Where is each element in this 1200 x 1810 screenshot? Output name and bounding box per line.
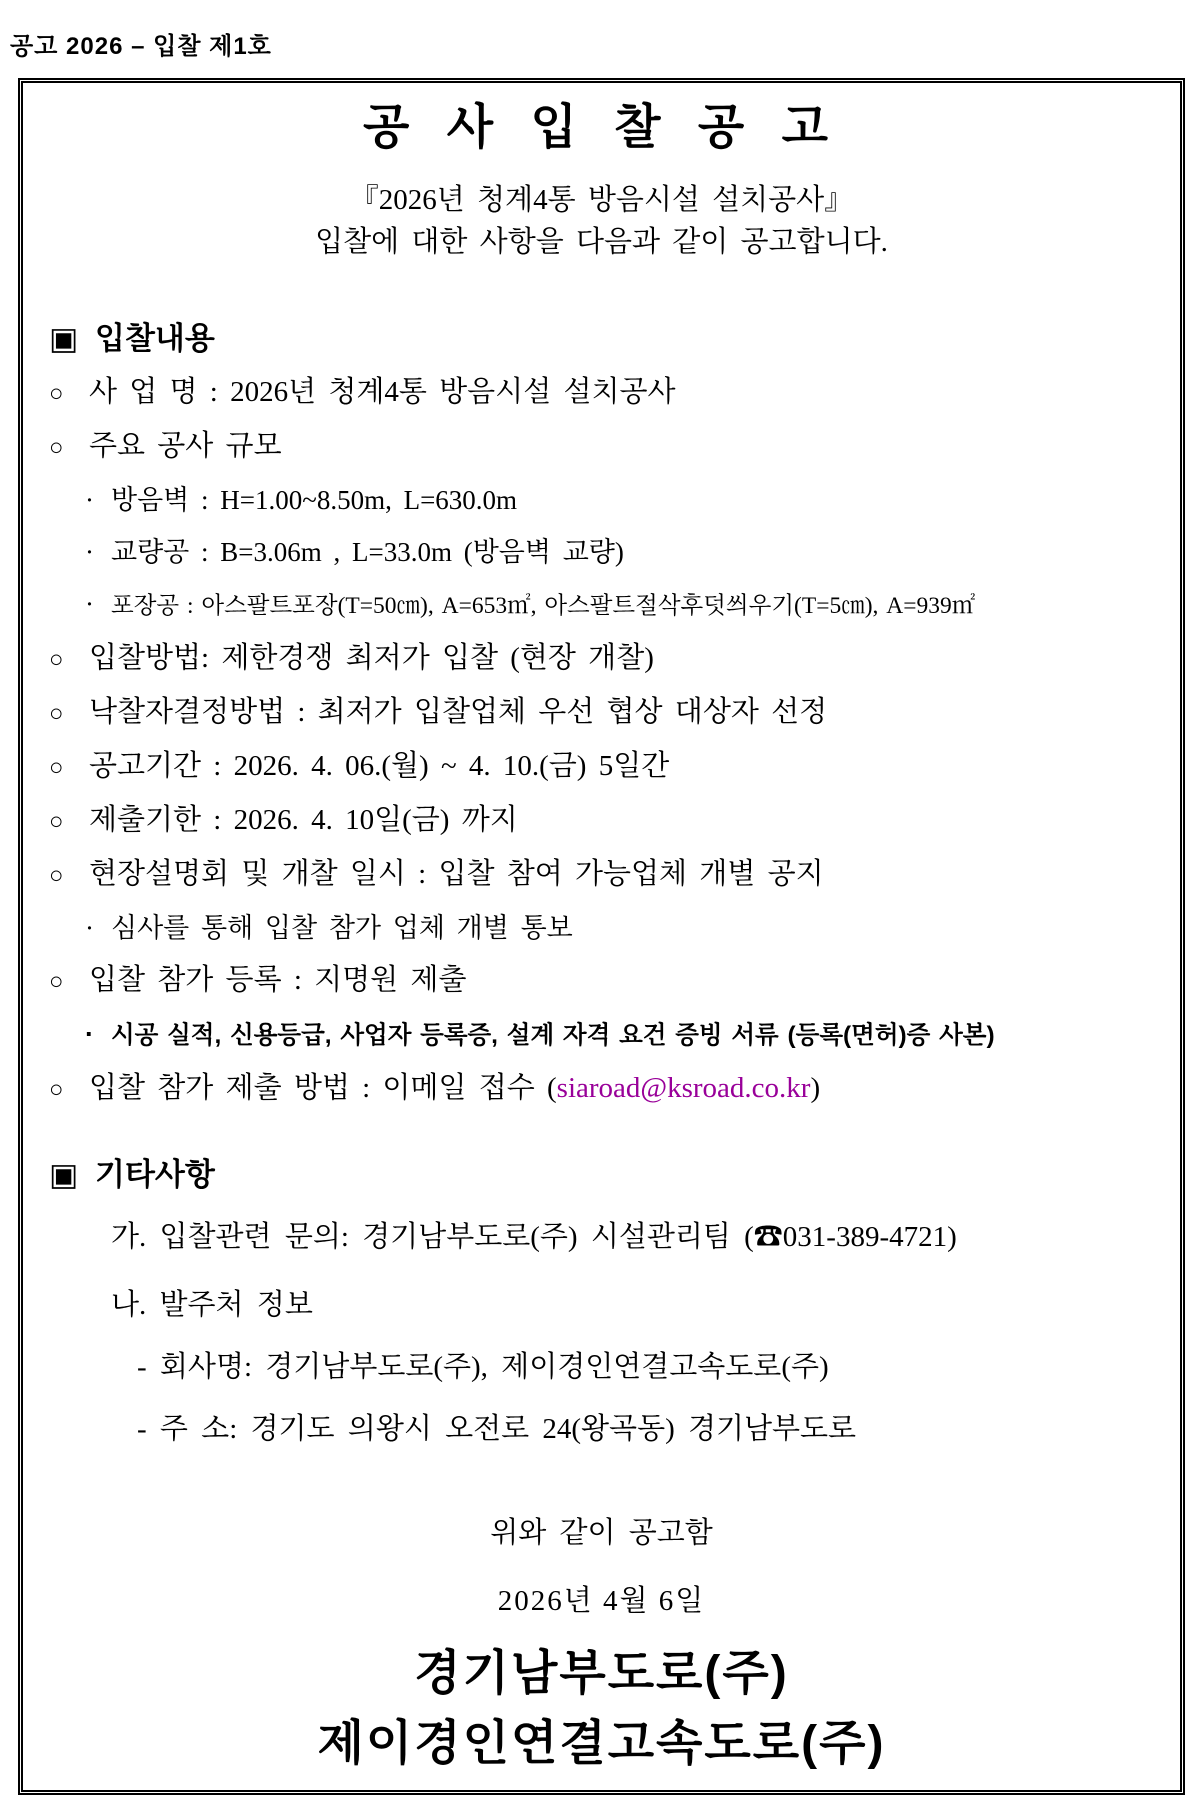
list-item-text: 공고기간 : 2026. 4. 06.(월) ~ 4. 10.(금) 5일간 bbox=[89, 750, 670, 782]
etc-subitem-address bbox=[49, 1409, 1154, 1449]
dot-bullet-icon: · bbox=[85, 589, 94, 619]
announcement-date: 2026년 4월 6일 bbox=[497, 1585, 706, 1617]
circle-bullet-icon: ○ bbox=[49, 1077, 64, 1103]
list-subitem-soundwall bbox=[49, 481, 1154, 519]
subtitle bbox=[49, 179, 1154, 263]
list-item-text: 사 업 명 : 2026년 청계4통 방음시설 설치공사 bbox=[89, 376, 676, 408]
subtitle-line2: 입찰에 대한 사항을 다음과 같이 공고합니다. bbox=[315, 226, 888, 258]
etc-subitem-company bbox=[49, 1347, 1154, 1387]
list-item-registration bbox=[49, 961, 1154, 1001]
closing-statement: 위와 같이 공고함 bbox=[490, 1517, 713, 1549]
circle-bullet-icon: ○ bbox=[49, 755, 64, 781]
list-item-award-method bbox=[49, 693, 1154, 733]
circle-bullet-icon: ○ bbox=[49, 701, 64, 727]
circle-bullet-icon: ○ bbox=[49, 809, 64, 835]
list-item-text: 입찰 참가 등록 : 지명원 제출 bbox=[89, 964, 467, 996]
email-link[interactable]: siaroad@ksroad.co.kr bbox=[556, 1072, 811, 1104]
list-item-bid-method bbox=[49, 639, 1154, 679]
list-subitem-paving bbox=[49, 585, 1154, 625]
doc-number: 공고 2026 – 입찰 제1호 bbox=[10, 33, 272, 60]
circle-bullet-icon: ○ bbox=[49, 381, 64, 407]
issuer-company-1: 경기남부도로(주) bbox=[414, 1647, 789, 1700]
square-bullet-icon: ▣ bbox=[49, 1157, 79, 1192]
dot-bullet-icon: · bbox=[85, 485, 94, 515]
list-subitem-documents bbox=[49, 1015, 1154, 1055]
section-header-etc-label: 기타사항 bbox=[95, 1157, 215, 1192]
list-item-briefing bbox=[49, 855, 1154, 895]
list-item-text: 입찰방법: 제한경쟁 최저가 입찰 (현장 개찰) bbox=[89, 642, 654, 674]
square-bullet-icon: ▣ bbox=[49, 321, 79, 356]
list-item-scope bbox=[49, 427, 1154, 467]
dot-bullet-icon: · bbox=[85, 913, 94, 943]
list-item-text bbox=[89, 1069, 820, 1107]
list-item-text: 방음벽 : H=1.00~8.50m, L=630.0m bbox=[111, 485, 518, 515]
announcement-frame bbox=[18, 78, 1185, 1795]
dot-bullet-icon: · bbox=[85, 1019, 94, 1049]
circle-bullet-icon: ○ bbox=[49, 647, 64, 673]
dash-bullet-icon: - bbox=[137, 1413, 147, 1445]
dot-bullet-icon: · bbox=[85, 537, 94, 567]
list-item-text: 포장공 : 아스팔트포장(T=50㎝), A=653㎡, 아스팔트절삭후덧씌우기(T=5㎝), A=939㎡ bbox=[111, 593, 976, 619]
circle-bullet-icon: ○ bbox=[49, 969, 64, 995]
list-item-text: 시공 실적, 신용등급, 사업자 등록증, 설계 자격 요건 증빙 서류 (등록(면허)증 사본) bbox=[111, 1022, 995, 1049]
page-title: 공 사 입 찰 공 고 bbox=[363, 101, 840, 154]
list-item-text: 낙찰자결정방법 : 최저가 입찰업체 우선 협상 대상자 선정 bbox=[89, 696, 828, 728]
section-header-bid-label: 입찰내용 bbox=[95, 321, 215, 356]
list-item-text: 현장설명회 및 개찰 일시 : 입찰 참여 가능업체 개별 공지 bbox=[89, 858, 824, 890]
circle-bullet-icon: ○ bbox=[49, 863, 64, 889]
list-item-text: 제출기한 : 2026. 4. 10일(금) 까지 bbox=[89, 804, 518, 836]
list-item-text: 교량공 : B=3.06m , L=33.0m (방음벽 교량) bbox=[111, 537, 624, 567]
list-item-text: 심사를 통해 입찰 참가 업체 개별 통보 bbox=[111, 913, 573, 943]
list-item-notice-period bbox=[49, 747, 1154, 787]
list-subitem-notify bbox=[49, 909, 1154, 947]
list-item-project-name bbox=[49, 373, 1154, 413]
submission-prefix: 입찰 참가 제출 방법 : 이메일 접수 ( bbox=[89, 1072, 557, 1104]
subtitle-line1: 『2026년 청계4통 방음시설 설치공사』 bbox=[349, 184, 854, 216]
etc-subitem-text: 주 소: 경기도 의왕시 오전로 24(왕곡동) 경기남부도로 bbox=[159, 1413, 857, 1445]
list-subitem-bridge bbox=[49, 533, 1154, 571]
list-item-deadline bbox=[49, 801, 1154, 841]
section-header-bid bbox=[49, 319, 1154, 359]
list-item-submission bbox=[49, 1069, 1154, 1109]
etc-item-owner-info: 나. 발주처 정보 bbox=[111, 1289, 313, 1321]
section-header-etc bbox=[49, 1155, 1154, 1195]
etc-subitem-text: 회사명: 경기남부도로(주), 제이경인연결고속도로(주) bbox=[159, 1351, 829, 1383]
circle-bullet-icon: ○ bbox=[49, 435, 64, 461]
list-item-text: 주요 공사 규모 bbox=[89, 430, 282, 462]
dash-bullet-icon: - bbox=[137, 1351, 147, 1383]
etc-item-contact: 가. 입찰관련 문의: 경기남부도로(주) 시설관리팀 (☎031-389-4721) bbox=[111, 1221, 957, 1253]
issuer-company-2: 제이경인연결고속도로(주) bbox=[317, 1717, 886, 1770]
submission-suffix: ) bbox=[810, 1072, 821, 1104]
